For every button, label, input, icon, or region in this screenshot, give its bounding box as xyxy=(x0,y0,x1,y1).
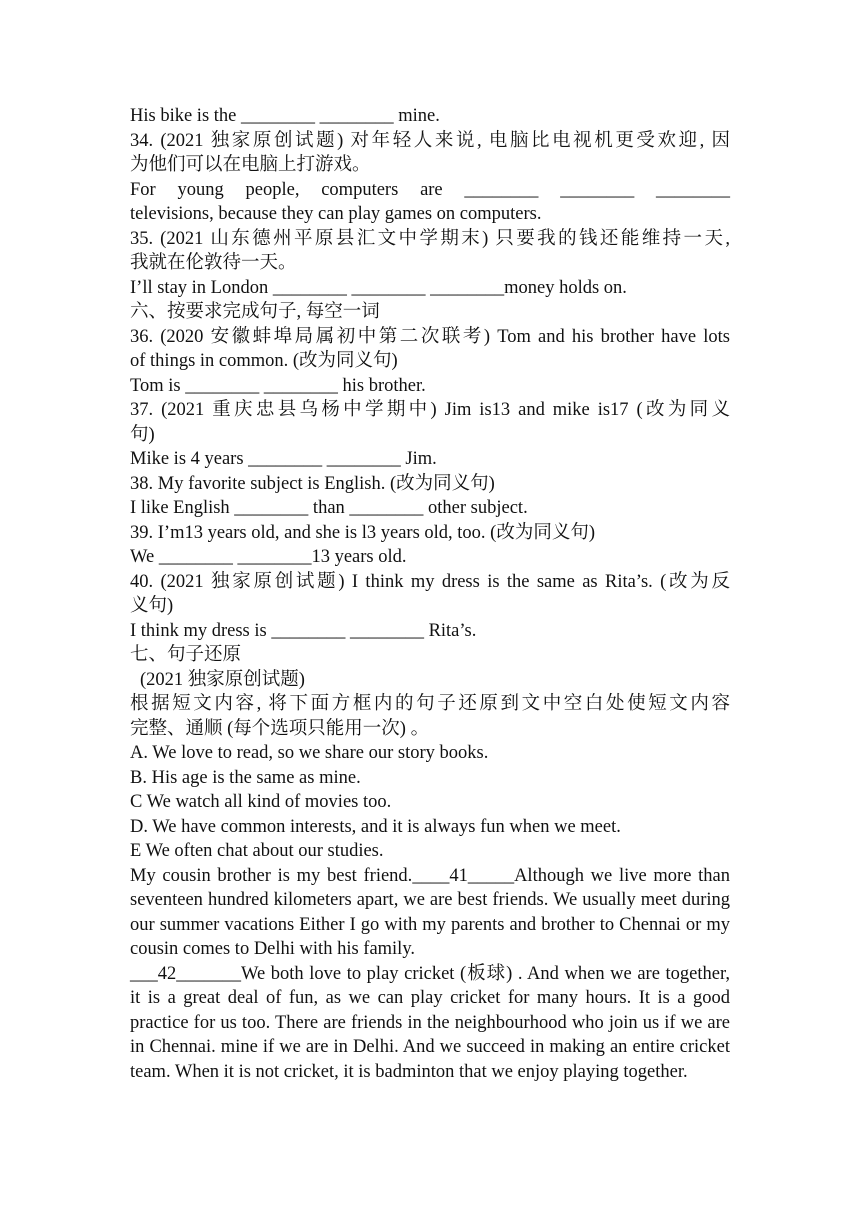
instruction-line-1: 根据短文内容, 将下面方框内的句子还原到文中空白处使短文内容 xyxy=(130,694,730,714)
passage-paragraph-1 xyxy=(130,864,730,962)
q35-answer-line: I’ll stay in London ________ ________ ________money holds on. xyxy=(130,277,627,298)
q40-prompt-line-1: 40. (2021 独家原创试题) I think my dress is the same as Rita’s. (改为反 xyxy=(130,571,730,592)
option-a: A. We love to read, so we share our story books. xyxy=(130,743,489,763)
blank-41: ____41_____ xyxy=(412,865,515,886)
q39-prompt-line: 39. I’m13 years old, and she is l3 years old, too. (改为同义句) xyxy=(130,522,595,543)
option-c: C We watch all kind of movies too. xyxy=(130,792,392,812)
q34-prompt-line-2: 为他们可以在电脑上打游戏。 xyxy=(130,155,371,175)
q35-prompt-line-2: 我就在伦敦待一天。 xyxy=(130,253,297,273)
q38-answer-line: I like English ________ than ________ other subject. xyxy=(130,498,528,518)
q34-answer-line-1: For young people, computers are ________ ________ ________ xyxy=(130,179,730,200)
q36-prompt-line-1: 36. (2020 安徽蚌埠局属初中第二次联考) Tom and his brother have lots xyxy=(130,326,730,347)
blank-42: ___42_______ xyxy=(130,963,241,984)
section-seven-source: (2021 独家原创试题) xyxy=(140,669,305,690)
q34-answer-line-2: televisions, because they can play games on computers. xyxy=(130,204,542,224)
q36-answer-line: Tom is ________ ________ his brother. xyxy=(130,375,426,396)
q36-prompt-line-2: of things in common. (改为同义句) xyxy=(130,351,398,371)
option-e: E We often chat about our studies. xyxy=(130,841,384,861)
passage-paragraph-2 xyxy=(130,962,730,1085)
q37-prompt-line-1: 37. (2021 重庆忠县乌杨中学期中) Jim is13 and mike is17 (改为同义 xyxy=(130,400,730,420)
q35-prompt-line-1: 35. (2021 山东德州平原县汇文中学期末) 只要我的钱还能维持一天, xyxy=(130,228,730,249)
q38-prompt-line: 38. My favorite subject is English. (改为同义句) xyxy=(130,473,495,494)
q40-prompt-line-2: 义句) xyxy=(130,596,174,616)
q39-answer-line: We ________ ________13 years old. xyxy=(130,547,407,567)
passage-text: Although we live more than seventeen hundred kilometers apart, we are best friends. We usually meet during our summer vacations Either I go with my parents and brother to Chennai or my cousin comes to Delhi with his family. xyxy=(130,865,730,959)
section-seven-heading: 七、句子还原 xyxy=(130,645,242,665)
option-b: B. His age is the same as mine. xyxy=(130,767,361,788)
q34-prompt-line-1: 34. (2021 独家原创试题) 对年轻人来说, 电脑比电视机更受欢迎, 因 xyxy=(130,130,730,151)
q33-answer-line: His bike is the ________ ________ mine. xyxy=(130,106,440,126)
passage-text: My cousin brother is my best friend. xyxy=(130,865,413,886)
option-d: D. We have common interests, and it is always fun when we meet. xyxy=(130,816,621,837)
section-six-heading: 六、按要求完成句子, 每空一词 xyxy=(130,302,380,322)
q37-answer-line: Mike is 4 years ________ ________ Jim. xyxy=(130,449,437,469)
q40-answer-line: I think my dress is ________ ________ Rita’s. xyxy=(130,620,477,641)
passage-text: We both love to play cricket (板球) . And when we are together, it is a great deal of fun, as we can play cricket for many hours. It is a good practice for us too. There are friends in the neighbourhood who join us if we are in Chennai. mine if we are in Delhi. And we succeed in making an entire cricket team. When it is not cricket, it is badminton that we enjoy playing together. xyxy=(130,963,730,1082)
document-page xyxy=(130,104,730,1084)
instruction-line-2: 完整、通顺 (每个选项只能用一次) 。 xyxy=(130,718,430,739)
q37-prompt-line-2: 句) xyxy=(130,424,155,445)
